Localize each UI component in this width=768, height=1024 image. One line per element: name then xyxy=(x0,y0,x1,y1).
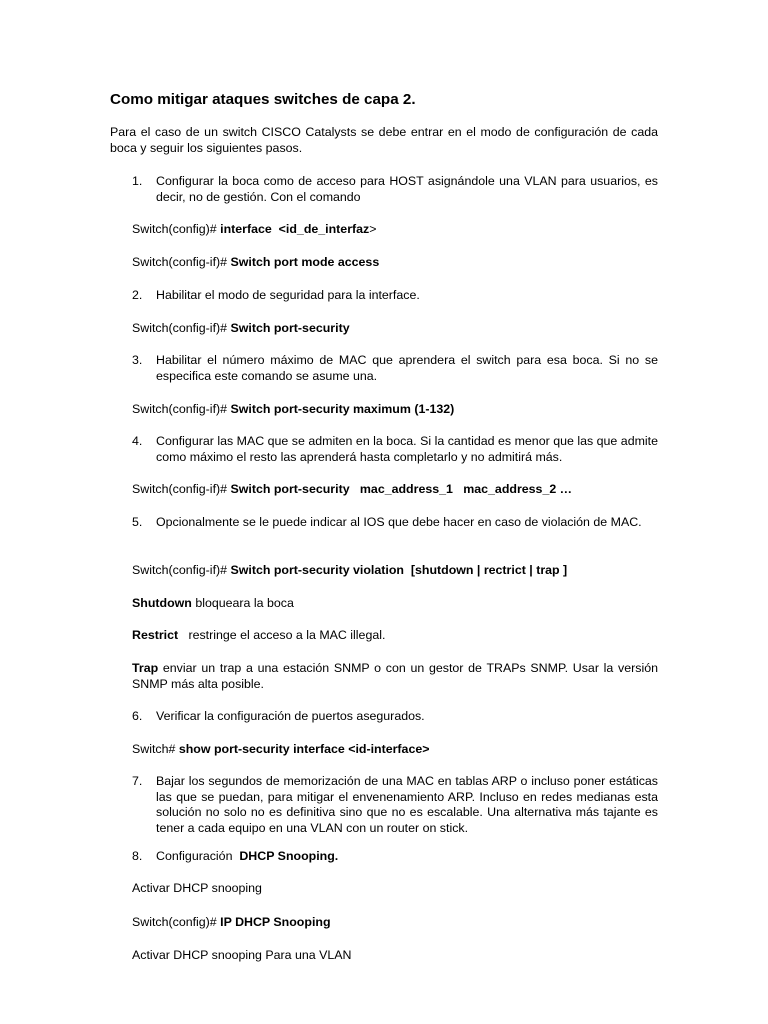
list-number: 6. xyxy=(132,709,143,723)
command-text: Switch port-security xyxy=(227,321,350,335)
note-text: Activar DHCP snooping xyxy=(132,881,262,895)
command-line xyxy=(132,915,331,931)
command-prompt: Switch(config-if)# xyxy=(132,563,228,577)
description: enviar un trap a una estación SNMP o con un gestor de TRAPs SNMP. Usar la versión SNMP más alta posible. xyxy=(132,661,658,691)
list-number: 1. xyxy=(132,174,143,188)
list-item xyxy=(132,774,658,836)
list-number: 7. xyxy=(132,774,143,788)
list-item xyxy=(132,288,658,304)
list-text: Habilitar el modo de seguridad para la interface. xyxy=(156,288,420,302)
list-item xyxy=(132,515,658,531)
list-item xyxy=(132,709,658,725)
command-prompt: Switch(config-if)# xyxy=(132,402,228,416)
command-text: Switch port-security maximum (1-132) xyxy=(227,402,455,416)
list-text-bold: DHCP Snooping. xyxy=(239,849,339,863)
list-number: 3. xyxy=(132,353,143,367)
command-line xyxy=(132,482,572,498)
command-line xyxy=(132,222,376,238)
list-number: 5. xyxy=(132,515,143,529)
list-item xyxy=(132,849,658,865)
command-line xyxy=(132,742,429,758)
command-tail: > xyxy=(369,222,377,236)
command-line xyxy=(132,402,454,418)
list-text: Configurar las MAC que se admiten en la boca. Si la cantidad es menor que las que admite como máximo el resto las aprenderá hasta completarlo y no admitirá más. xyxy=(156,434,658,464)
list-text: Bajar los segundos de memorización de una MAC en tablas ARP o incluso poner estáticas las que se puedan, para mitigar el envenenamiento ARP. Incluso en redes medianas esta solución no solo no es definitiva sino que no es escalable. Una alternativa más tajante es tener a cada equipo en una VLAN con un router on stick. xyxy=(156,774,658,835)
command-text: Switch port mode access xyxy=(227,255,380,269)
violation-mode-restrict xyxy=(132,628,658,644)
command-line xyxy=(132,255,379,271)
command-prompt: Switch# xyxy=(132,742,176,756)
list-item xyxy=(132,353,658,384)
description: restringe el acceso a la MAC illegal. xyxy=(178,628,386,642)
description: bloqueara la boca xyxy=(191,596,294,610)
term: Shutdown xyxy=(132,596,192,610)
intro-paragraph: Para el caso de un switch CISCO Catalysts se debe entrar en el modo de configuración de cada boca y seguir los siguientes pasos. xyxy=(110,125,658,155)
list-item xyxy=(132,174,658,205)
command-prompt: Switch(config-if)# xyxy=(132,482,228,496)
command-text: show port-security interface <id-interface> xyxy=(175,742,430,756)
list-text: Configurar la boca como de acceso para HOST asignándole una VLAN para usuarios, es decir, no de gestión. Con el comando xyxy=(156,174,658,204)
command-text: Switch port-security mac_address_1 mac_address_2 … xyxy=(227,482,573,496)
term: Trap xyxy=(132,661,159,675)
command-prompt: Switch(config)# xyxy=(132,915,217,929)
command-prompt: Switch(config)# xyxy=(132,222,217,236)
command-text: interface <id_de_interfaz xyxy=(216,222,370,236)
list-text: Habilitar el número máximo de MAC que aprendera el switch para esa boca. Si no se especifica este comando se asume una. xyxy=(156,353,658,383)
command-line xyxy=(132,563,567,579)
list-text xyxy=(156,849,658,865)
list-item xyxy=(132,434,658,465)
command-prompt: Switch(config-if)# xyxy=(132,255,228,269)
document-title: Como mitigar ataques switches de capa 2. xyxy=(110,91,416,108)
violation-mode-shutdown xyxy=(132,596,658,612)
term: Restrict xyxy=(132,628,179,642)
list-number: 8. xyxy=(132,849,143,863)
command-prompt: Switch(config-if)# xyxy=(132,321,228,335)
list-number: 4. xyxy=(132,434,143,448)
command-text: IP DHCP Snooping xyxy=(216,915,331,929)
list-text: Verificar la configuración de puertos asegurados. xyxy=(156,709,425,723)
command-line xyxy=(132,321,350,337)
list-number: 2. xyxy=(132,288,143,302)
violation-mode-trap xyxy=(132,661,658,692)
list-text: Opcionalmente se le puede indicar al IOS que debe hacer en caso de violación de MAC. xyxy=(156,515,642,529)
list-text-plain: Configuración xyxy=(156,849,233,863)
note-text: Activar DHCP snooping Para una VLAN xyxy=(132,948,352,962)
command-text: Switch port-security violation [shutdown | rectrict | trap ] xyxy=(227,563,568,577)
